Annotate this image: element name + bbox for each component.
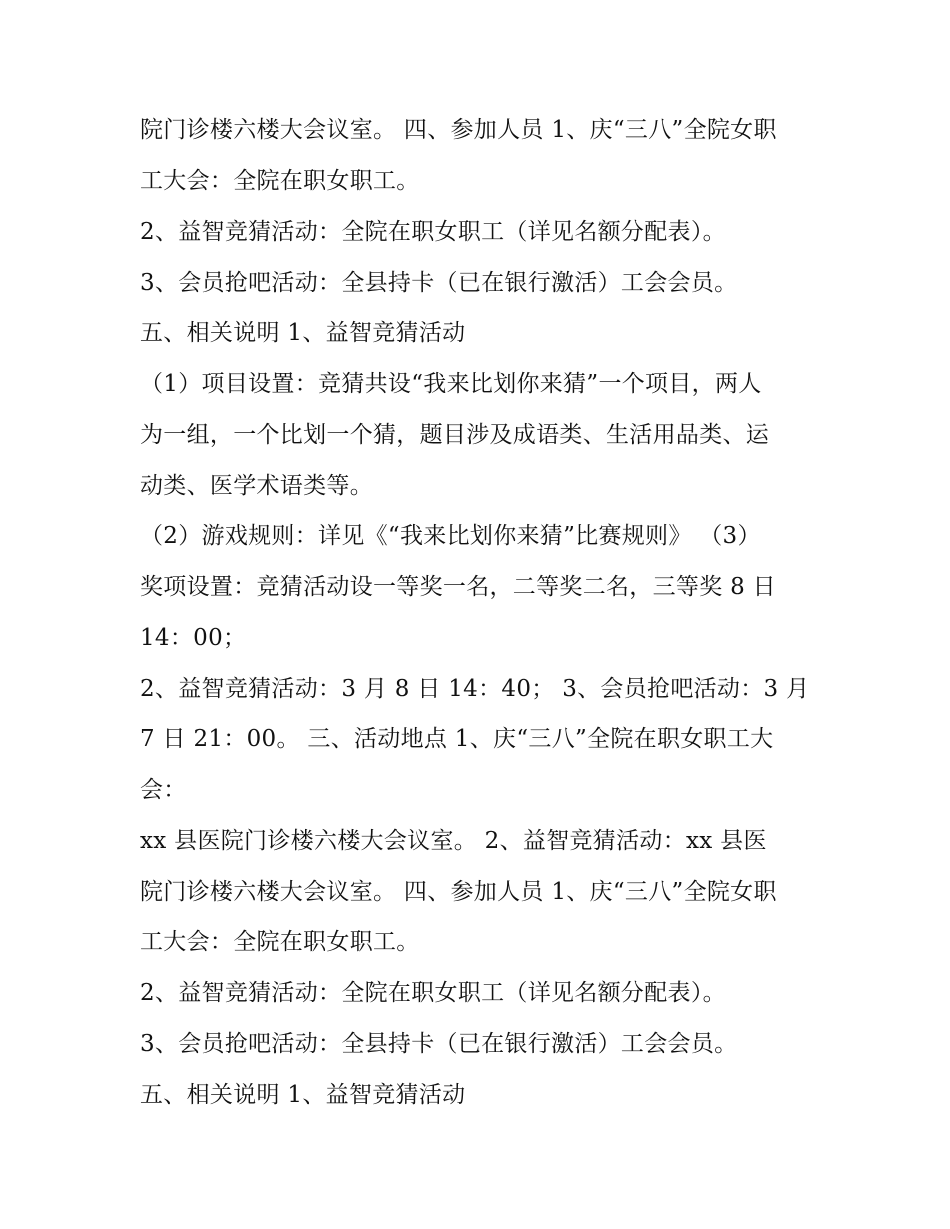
text-line: 3、会员抢吧活动：全县持卡（已在银行激活）工会会员。: [140, 270, 738, 296]
text-line: 会：: [140, 777, 187, 803]
text-line: 7 日 21：00。 三、活动地点 1、庆“三八”全院在职女职工大: [140, 726, 774, 752]
text-line: xx 县医院门诊楼六楼大会议室。 2、益智竞猜活动：xx 县医: [140, 828, 767, 854]
text-line: 院门诊楼六楼大会议室。 四、参加人员 1、庆“三八”全院女职: [140, 879, 777, 905]
text-line: 2、益智竞猜活动：3 月 8 日 14：40； 3、会员抢吧活动：3 月: [140, 676, 810, 702]
text-line: 工大会：全院在职女职工。: [140, 168, 420, 194]
text-line: 动类、医学术语类等。: [140, 473, 373, 499]
text-line: （1）项目设置：竞猜共设“我来比划你来猜”一个项目，两人: [140, 371, 762, 397]
text-line: 工大会：全院在职女职工。: [140, 929, 420, 955]
text-line: 为一组，一个比划一个猜，题目涉及成语类、生活用品类、运: [140, 422, 770, 448]
text-line: 五、相关说明 1、益智竞猜活动: [140, 320, 466, 346]
text-line: 2、益智竞猜活动：全院在职女职工（详见名额分配表）。: [140, 219, 726, 245]
text-line: 2、益智竞猜活动：全院在职女职工（详见名额分配表）。: [140, 980, 726, 1006]
text-line: 3、会员抢吧活动：全县持卡（已在银行激活）工会会员。: [140, 1031, 738, 1057]
text-line: 14：00；: [140, 625, 247, 651]
text-line: 五、相关说明 1、益智竞猜活动: [140, 1082, 466, 1108]
text-line: 奖项设置：竞猜活动设一等奖一名，二等奖二名，三等奖 8 日: [140, 574, 776, 600]
text-line: （2）游戏规则：详见《“我来比划你来猜”比赛规则》 （3）: [140, 523, 761, 549]
text-line: 院门诊楼六楼大会议室。 四、参加人员 1、庆“三八”全院女职: [140, 117, 777, 143]
